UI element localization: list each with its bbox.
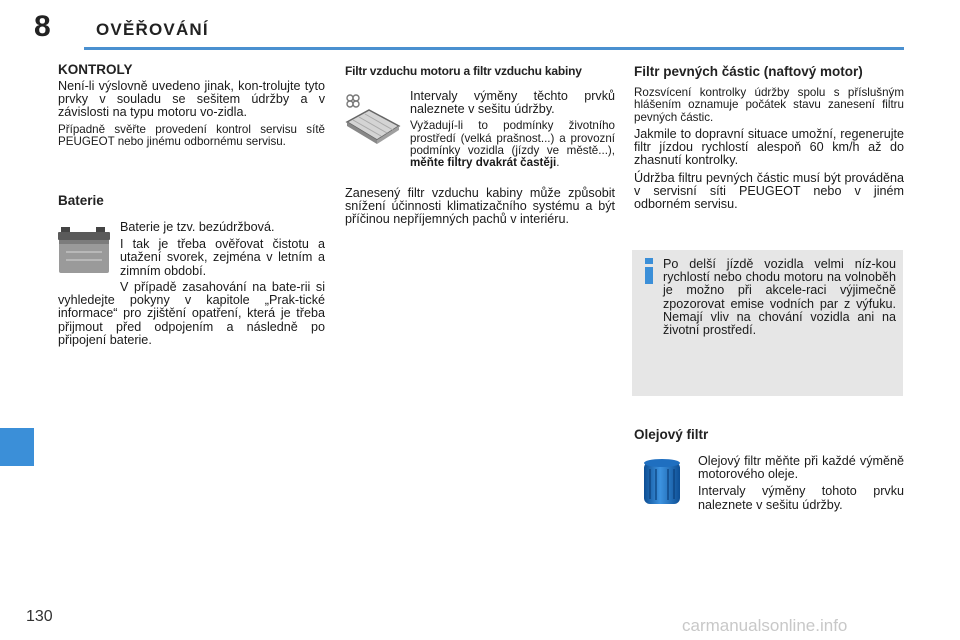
air-filter-paragraph-2-normal: Vyžadují-li to podmínky životního prostředí (velká prašnost...) a provozní podmínky vozidla (jízdy ve městě...), xyxy=(410,119,615,157)
oil-filter-paragraph-1: Olejový filtr měňte při každé výměně motorového oleje. xyxy=(698,454,904,482)
air-filter-paragraph-2-end: . xyxy=(556,156,560,170)
battery-icon xyxy=(56,224,112,276)
chapter-title: OVĚŘOVÁNÍ xyxy=(96,20,209,39)
air-filter-paragraph-2-bold: měňte filtry dvakrát častěji xyxy=(410,156,557,170)
header-rule xyxy=(84,47,904,50)
baterie-text-wide xyxy=(58,281,325,351)
air-filter-paragraph-3: Zanesený filtr vzduchu kabiny může způsobit snížení účinnosti klimatizačního systému a být příčinou nepříjemných pachů v interiéru. xyxy=(345,186,615,227)
kontroly-paragraph-2: Případně svěřte provedení kontrol servisu sítě PEUGEOT nebo jinému odbornému servisu. xyxy=(58,122,325,148)
watermark: carmanualsonline.info xyxy=(682,616,848,635)
air-filter-icon xyxy=(343,92,401,148)
oil-filter-heading: Olejový filtr xyxy=(634,427,709,442)
info-text: Po delší jízdě vozidla velmi níz-kou rychlostí nebo chodu motoru na volnoběh je možno při akcele-raci výjimečně zpozorovat emise vodních par z výfuku. Nemají vliv na chování vozidla ani na životní prostředí. xyxy=(663,257,896,338)
dpf-paragraph-1: Rozsvícení kontrolky údržby spolu s příslušným hlášením oznamuje počátek stavu zanesení filtru pevných částic. xyxy=(634,86,904,124)
chapter-side-tab xyxy=(0,428,34,466)
baterie-paragraph-3: V případě zasahování na bate-rii si vyhledejte pokyny v kapitole „Prak-tické informace“ pro zjištění opatření, která je třeba přijmout před odpojením a následně po připojení baterie. xyxy=(58,280,325,347)
kontroly-section xyxy=(58,62,325,152)
oil-filter-text xyxy=(698,455,904,516)
dpf-paragraph-2: Jakmile to dopravní situace umožní, regenerujte filtr jízdou rychlostí alespoň 60 km/h až do zhasnutí kontrolky. xyxy=(634,126,904,168)
baterie-paragraph-2: I tak je třeba ověřovat čistotu a utažení svorek, zejména v letním a zimním období. xyxy=(120,237,325,278)
air-filter-text-wide xyxy=(345,187,615,231)
dpf-section xyxy=(634,64,904,215)
info-text-block xyxy=(663,258,896,341)
oil-filter-paragraph-2: Intervaly výměny tohoto prvku naleznete v sešitu údržby. xyxy=(698,484,904,512)
baterie-paragraph-1: Baterie je tzv. bezúdržbová. xyxy=(120,220,275,234)
baterie-heading: Baterie xyxy=(58,193,104,208)
oil-filter-icon xyxy=(640,457,684,507)
page-number: 130 xyxy=(26,608,53,625)
air-filter-heading xyxy=(345,64,620,78)
air-filter-title: Filtr vzduchu motoru a filtr vzduchu kabiny xyxy=(345,64,582,78)
kontroly-paragraph-1: Není-li výslovně uvedeno jinak, kon-trolujte tyto prvky v souladu se sešitem údržby a v závislosti na typu motoru vo-zidla. xyxy=(58,79,325,120)
dpf-heading: Filtr pevných částic (naftový motor) xyxy=(634,64,863,79)
air-filter-paragraph-2 xyxy=(410,120,615,169)
kontroly-heading: KONTROLY xyxy=(58,62,133,77)
air-filter-text-narrow xyxy=(410,90,615,174)
baterie-text-narrow xyxy=(120,221,325,282)
chapter-number: 8 xyxy=(34,10,51,43)
dpf-paragraph-3: Údržba filtru pevných částic musí být prováděna v servisní síti PEUGEOT nebo v jiném odborném servisu. xyxy=(634,170,904,211)
info-icon xyxy=(642,258,656,284)
air-filter-paragraph-1: Intervaly výměny těchto prvků naleznete v sešitu údržby. xyxy=(410,89,615,117)
